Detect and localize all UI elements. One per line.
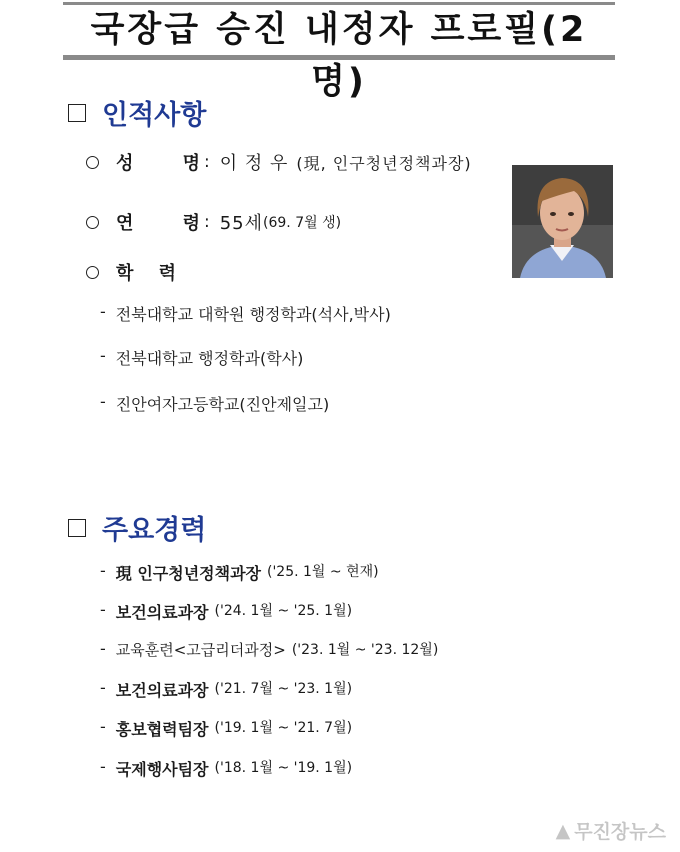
career-period: ('18. 1월 ~ '19. 1월): [214, 760, 353, 776]
watermark-text: 무진장뉴스: [574, 821, 666, 843]
education-row: [86, 259, 176, 285]
square-bullet-icon: [68, 519, 86, 537]
career-item: - 보건의료과장 ('24. 1월 ~ '25. 1월): [100, 600, 353, 622]
career-item: - 現 인구청년정책과장 ('25. 1월 ~ 현재): [100, 561, 379, 583]
title-bottom-rule: [63, 55, 615, 60]
watermark-logo: [556, 817, 666, 844]
name-note: (現, 인구청년정책과장): [296, 153, 472, 173]
career-position: 교육훈련<고급리더과정>: [115, 641, 286, 659]
career-period: ('21. 7월 ~ '23. 1월): [214, 681, 353, 697]
page-title: 국장급 승진 내정자 프로필(2명): [90, 10, 588, 102]
career-item: - 홍보협력팀장 ('19. 1월 ~ '21. 7월): [100, 717, 353, 739]
section-personal-title: 인적사항: [102, 100, 207, 131]
education-text: 전북대학교 대학원 행정학과(석사,박사): [115, 305, 391, 324]
education-item: - 진안여자고등학교(진안제일고): [100, 392, 330, 414]
profile-photo: [512, 165, 613, 278]
education-label: 학 력: [116, 263, 176, 284]
education-item: - 전북대학교 대학원 행정학과(석사,박사): [100, 302, 391, 324]
age-row: [86, 209, 341, 235]
name-label: 성 명: [116, 153, 200, 174]
name-value: 이 정 우: [219, 153, 289, 174]
career-item: - 보건의료과장 ('21. 7월 ~ '23. 1월): [100, 678, 353, 700]
colon: :: [204, 212, 210, 232]
career-item: - 국제행사팀장 ('18. 1월 ~ '19. 1월): [100, 757, 353, 779]
square-bullet-icon: [68, 104, 86, 122]
section-career-heading: [68, 508, 206, 547]
age-note: (69. 7월 생): [263, 215, 342, 231]
circle-bullet-icon: [86, 156, 99, 169]
education-text: 진안여자고등학교(진안제일고): [115, 395, 330, 414]
career-position: 보건의료과장: [115, 603, 209, 622]
colon: :: [204, 152, 210, 172]
section-personal-heading: [68, 93, 206, 132]
mountain-icon: ▲: [555, 819, 571, 842]
career-period: ('24. 1월 ~ '25. 1월): [214, 603, 353, 619]
career-period: ('19. 1월 ~ '21. 7월): [214, 720, 353, 736]
career-period: ('25. 1월 ~ 현재): [267, 564, 379, 580]
circle-bullet-icon: [86, 266, 99, 279]
career-period: ('23. 1월 ~ '23. 12월): [291, 642, 439, 658]
age-label: 연 령: [116, 213, 200, 234]
career-item: - 교육훈련<고급리더과정> ('23. 1월 ~ '23. 12월): [100, 639, 439, 659]
career-position: 국제행사팀장: [115, 760, 209, 779]
section-career-title: 주요경력: [102, 515, 207, 546]
career-position: 홍보협력팀장: [115, 720, 209, 739]
education-item: - 전북대학교 행정학과(학사): [100, 346, 304, 368]
age-value: 55세: [219, 213, 264, 234]
career-position: 現 인구청년정책과장: [115, 564, 261, 583]
education-text: 전북대학교 행정학과(학사): [115, 349, 304, 368]
circle-bullet-icon: [86, 216, 99, 229]
name-row: [86, 149, 472, 175]
career-position: 보건의료과장: [115, 681, 209, 700]
